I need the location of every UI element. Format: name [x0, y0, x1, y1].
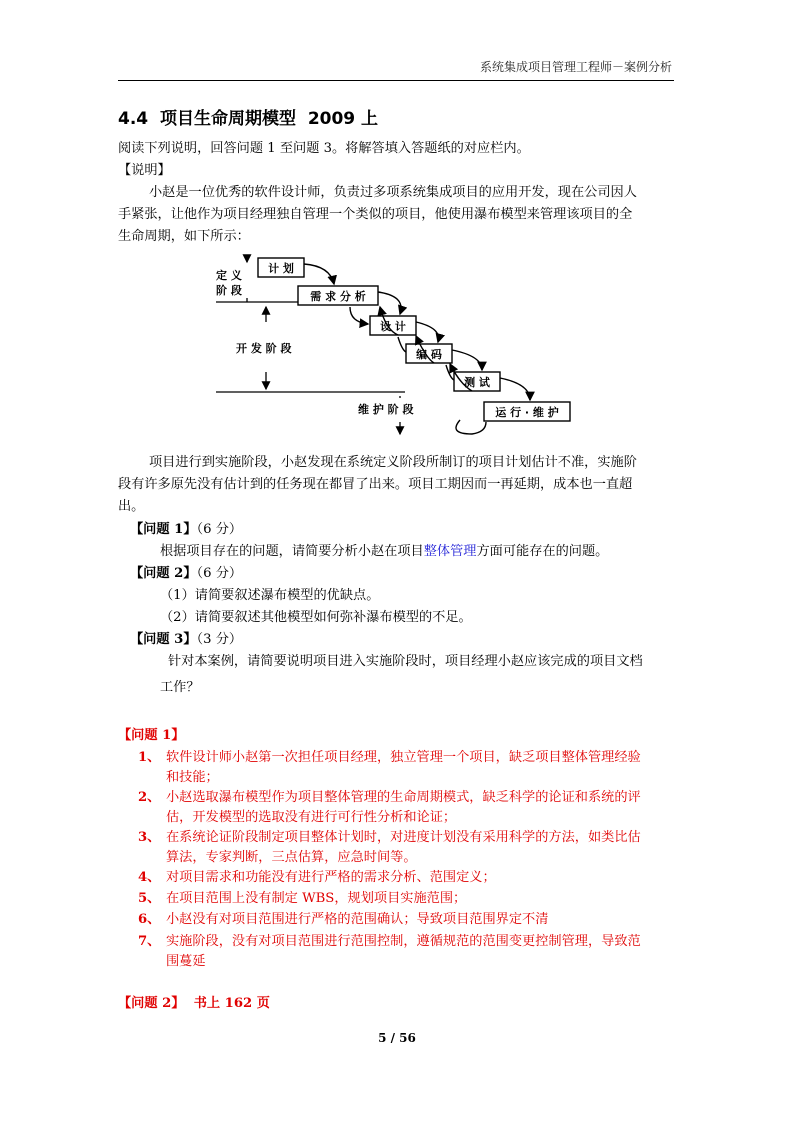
overall-management-link[interactable]: 整体管理 — [423, 544, 477, 559]
answer-1-item-3-line-2: 算法，专家判断，三点估算，应急时间等。 — [166, 850, 417, 865]
answer-1-item-3-line-1: 在系统论证阶段制定项目整体计划时，对进度计划没有采用科学的方法，如类比估 — [166, 830, 641, 845]
stage-operation: 运 行 · 维 护 — [495, 406, 559, 419]
question-3-heading — [130, 628, 242, 647]
answer-1-item-7-num: 7、 — [138, 934, 161, 949]
answer-2 — [118, 992, 270, 1011]
answer-1-item-2-line-1: 小赵选取瀑布模型作为项目整体管理的生命周期模式，缺乏科学的论证和系统的评 — [166, 790, 641, 805]
answer-2-label: 【问题 2】 — [118, 996, 185, 1011]
answer-1-item-1-num: 1、 — [138, 750, 161, 765]
section-title — [118, 104, 378, 129]
phase-maintain: 维 护 阶 段 — [358, 403, 414, 416]
question-3-label: 【问题 3】 — [130, 632, 197, 647]
question-2-points: （6 分） — [196, 566, 243, 581]
answer-1-item-4-num: 4、 — [138, 870, 161, 885]
para2-line2: 段有许多原先没有估计到的任务现在都冒了出来。项目工期因而一再延期，成本也一直超 — [118, 477, 633, 492]
question-2-heading — [130, 562, 242, 581]
question-1-text — [160, 540, 608, 559]
answer-1-item-5-line-1: 在项目范围上没有制定 WBS，规划项目实施范围； — [166, 891, 467, 906]
answer-1-item-7-line-2: 围蔓延 — [166, 954, 206, 969]
section-number: 4.4 — [118, 109, 149, 129]
page-number: 5 / 56 — [378, 1031, 416, 1045]
question-2-label: 【问题 2】 — [130, 566, 197, 581]
answer-1-item-1-line-1: 软件设计师小赵第一次担任项目经理，独立管理一个项目，缺乏项目整体管理经验 — [166, 750, 641, 765]
answer-1-item-2-num: 2、 — [138, 790, 161, 805]
answer-1-label: 【问题 1】 — [118, 728, 185, 743]
page-header: 系统集成项目管理工程师－案例分析 — [479, 60, 672, 74]
phase-define-1: 定 义 — [216, 269, 242, 282]
question-2-item-1: （1）请简要叙述瀑布模型的优缺点。 — [160, 588, 380, 603]
stage-coding: 编 码 — [416, 348, 442, 361]
question-3-line-2: 工作？ — [160, 680, 200, 695]
header-rule — [118, 80, 674, 81]
phase-develop: 开 发 阶 段 — [236, 342, 292, 355]
answer-1-item-3-num: 3、 — [138, 830, 161, 845]
question-3-points: （3 分） — [196, 632, 243, 647]
answer-1-item-7-line-1: 实施阶段，没有对项目范围进行范围控制，遵循规范的范围变更控制管理，导致范 — [166, 934, 641, 949]
para1-line2: 手紧张，让他作为项目经理独自管理一个类似的项目，他使用瀑布模型来管理该项目的全 — [118, 207, 633, 222]
phase-define-2: 阶 段 — [216, 284, 242, 297]
para1-line3: 生命周期，如下所示： — [118, 229, 250, 244]
waterfall-diagram — [210, 252, 590, 440]
stage-design: 设 计 — [380, 320, 406, 333]
question-1-label: 【问题 1】 — [130, 522, 197, 537]
stage-plan: 计 划 — [268, 262, 294, 275]
stage-requirements: 需 求 分 析 — [310, 290, 366, 303]
question-1-points: （6 分） — [196, 522, 243, 537]
answer-1-item-5-num: 5、 — [138, 891, 161, 906]
question-1-pre: 根据项目存在的问题，请简要分析小赵在项目 — [160, 544, 424, 559]
explain-label: 【说明】 — [118, 163, 171, 178]
intro-text: 阅读下列说明，回答问题 1 至问题 3。将解答填入答题纸的对应栏内。 — [118, 141, 530, 156]
answer-1-item-1-line-2: 和技能； — [166, 770, 219, 785]
para1-line1: 小赵是一位优秀的软件设计师，负责过多项系统集成项目的应用开发，现在公司因人 — [149, 185, 637, 200]
question-1-post: 方面可能存在的问题。 — [476, 544, 609, 559]
para2-line3: 出。 — [118, 499, 145, 514]
section-name: 项目生命周期模型 — [159, 109, 296, 129]
question-1-heading — [130, 518, 242, 537]
question-3-line-1: 针对本案例，请简要说明项目进入实施阶段时，项目经理小赵应该完成的项目文档 — [168, 654, 643, 669]
answer-1-item-6-num: 6、 — [138, 912, 161, 927]
answer-1-item-2-line-2: 估，开发模型的选取没有进行可行性分析和论证； — [166, 810, 457, 825]
stage-testing: 测 试 — [464, 376, 490, 389]
question-2-item-2: （2）请简要叙述其他模型如何弥补瀑布模型的不足。 — [160, 610, 472, 625]
answer-1-item-4-line-1: 对项目需求和功能没有进行严格的需求分析、范围定义； — [166, 870, 496, 885]
answer-2-text: 书上 162 页 — [193, 996, 270, 1011]
answer-1-item-6-line-1: 小赵没有对项目范围进行严格的范围确认；导致项目范围界定不清 — [166, 912, 549, 927]
para2-line1: 项目进行到实施阶段，小赵发现在系统定义阶段所制订的项目计划估计不准，实施阶 — [149, 455, 637, 470]
section-year: 2009 上 — [307, 109, 379, 129]
